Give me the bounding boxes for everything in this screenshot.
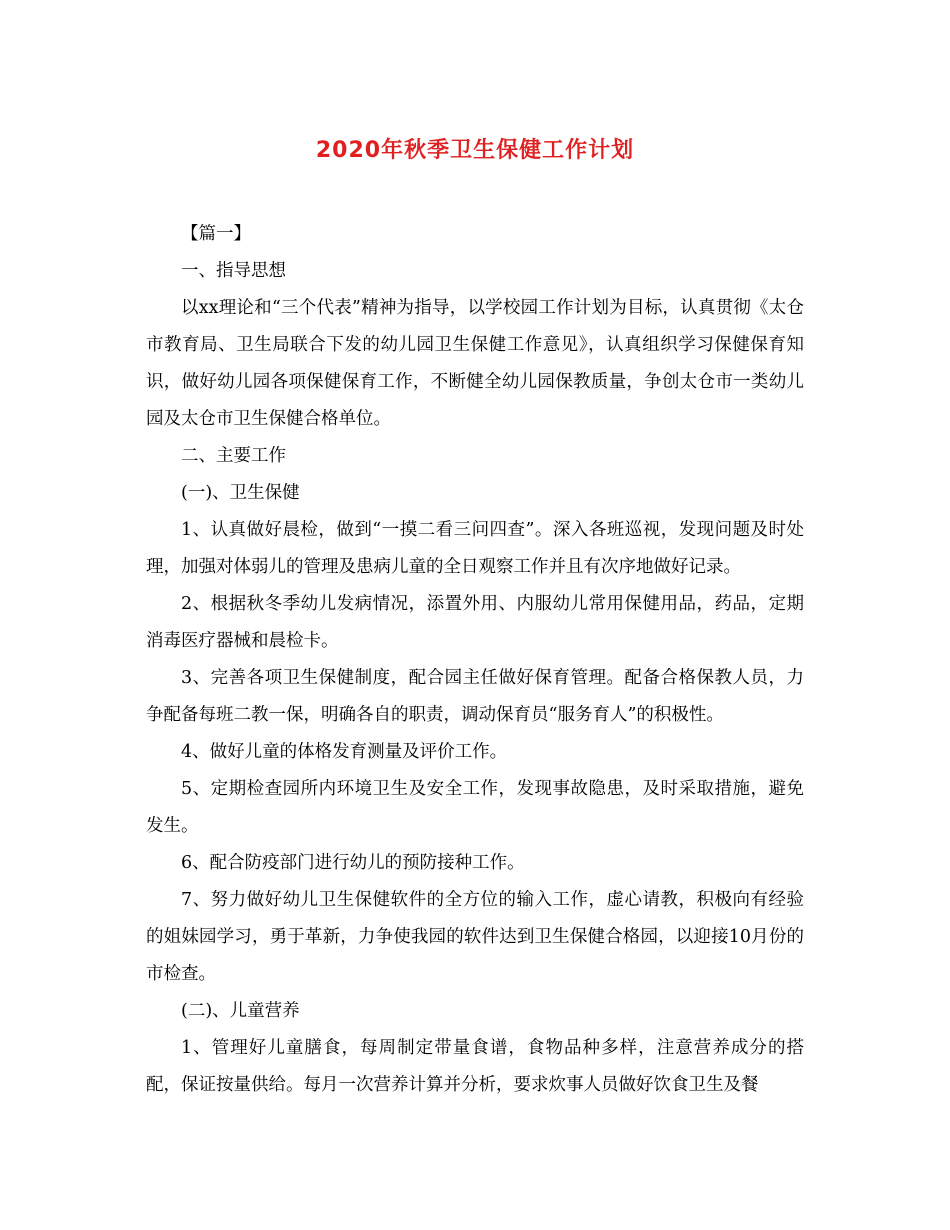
paragraph: 3、完善各项卫生保健制度，配合园主任做好保育管理。配备合格保教人员，力争配备每班二教一保，明确各自的职责，调动保育员“服务育人”的积极性。 (146, 668, 804, 725)
paragraph: 5、定期检查园所内环境卫生及安全工作，发现事故隐患，及时采取措施，避免发生。 (146, 779, 804, 836)
subsection-heading: (一)、卫生保健 (181, 483, 300, 503)
paragraph: 1、认真做好晨检，做到“一摸二看三问四查”。深入各班巡视，发现问题及时处理，加强对体弱儿的管理及患病儿童的全日观察工作并且有次序地做好记录。 (146, 520, 804, 577)
paragraph: 2、根据秋冬季幼儿发病情况，添置外用、内服幼儿常用保健用品，药品，定期消毒医疗器械和晨检卡。 (146, 594, 804, 651)
paragraph: 7、努力做好幼儿卫生保健软件的全方位的输入工作，虚心请教，积极向有经验的姐妹园学习，勇于革新，力争使我园的软件达到卫生保健合格园，以迎接10月份的市检查。 (146, 890, 804, 984)
document-body (146, 216, 804, 1104)
section-tag: 【篇一】 (181, 224, 251, 244)
subsection-heading: (二)、儿童营养 (181, 1001, 300, 1021)
section-heading: 二、主要工作 (181, 446, 286, 466)
paragraph: 1、管理好儿童膳食，每周制定带量食谱，食物品种多样，注意营养成分的搭配，保证按量供给。每月一次营养计算并分析，要求炊事人员做好饮食卫生及餐 (146, 1038, 804, 1095)
paragraph: 以xx理论和“三个代表”精神为指导，以学校园工作计划为目标，认真贯彻《太仓市教育局、卫生局联合下发的幼儿园卫生保健工作意见》，认真组织学习保健保育知识，做好幼儿园各项保健保育工作，不断健全幼儿园保教质量，争创太仓市一类幼儿园及太仓市卫生保健合格单位。 (146, 298, 804, 429)
document-title: 2020年秋季卫生保健工作计划 (315, 138, 635, 163)
section-heading: 一、指导思想 (181, 261, 286, 281)
paragraph: 6、配合防疫部门进行幼儿的预防接种工作。 (181, 853, 525, 873)
paragraph: 4、做好儿童的体格发育测量及评价工作。 (181, 742, 508, 762)
